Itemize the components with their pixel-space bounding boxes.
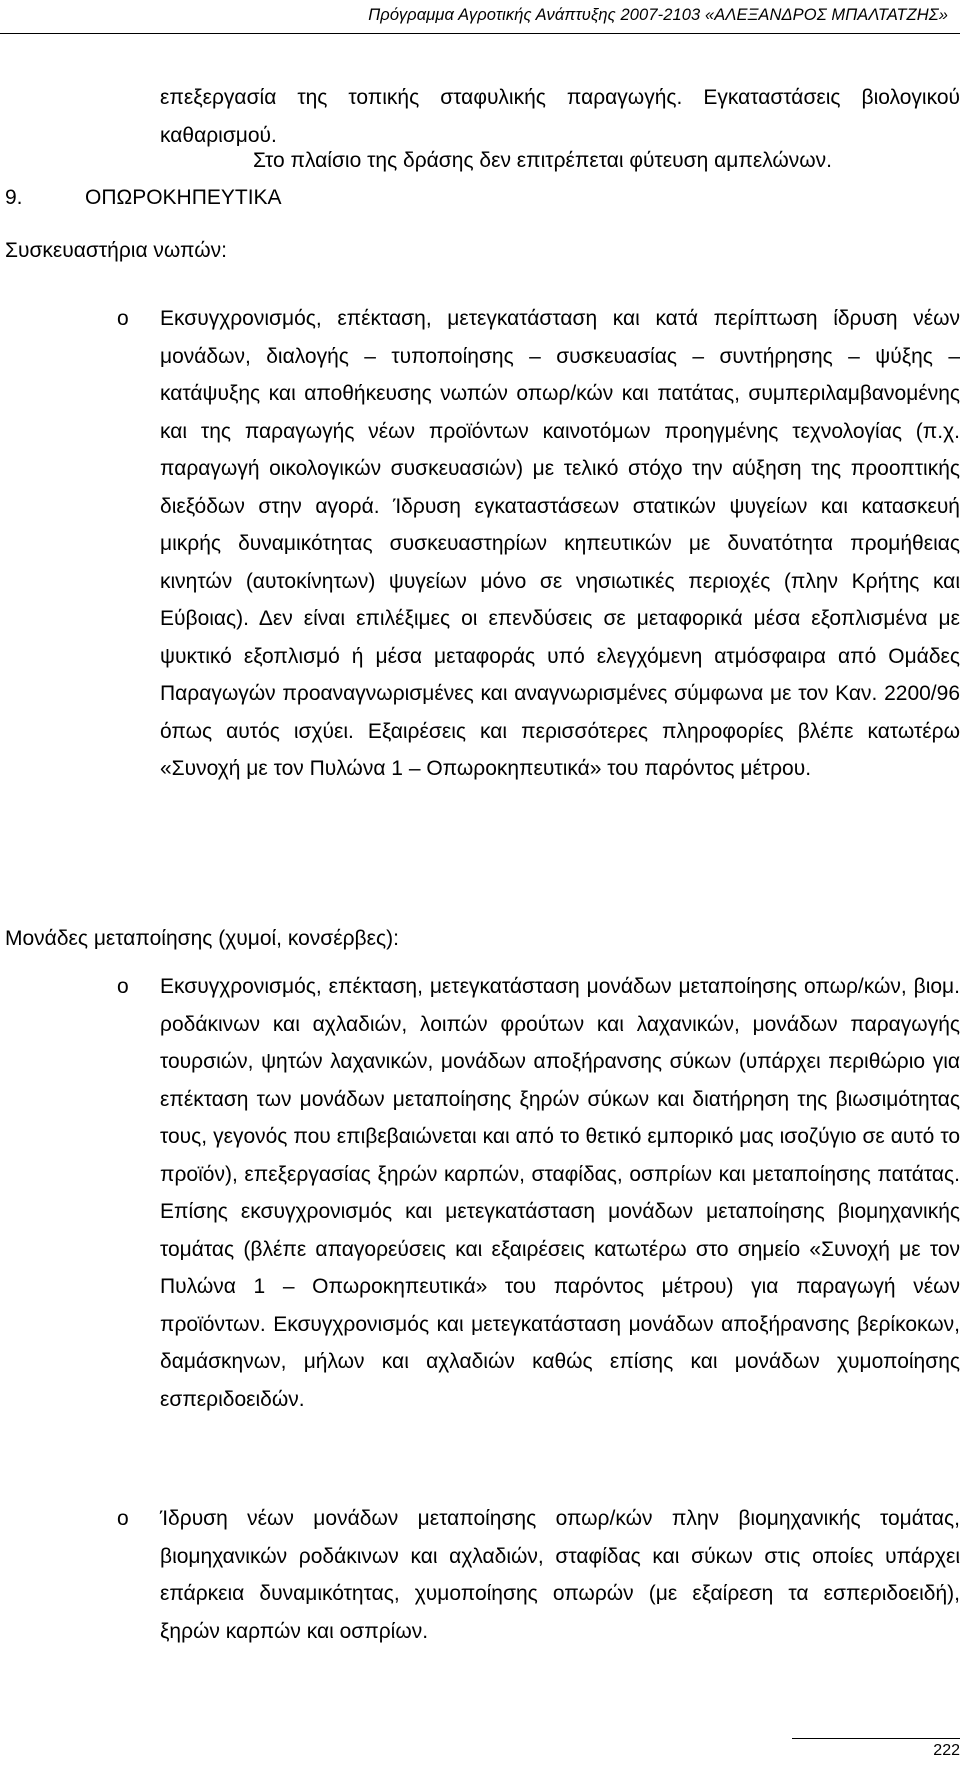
bullet-marker: o [117, 307, 129, 330]
footer-divider [792, 1738, 960, 1739]
bullet-marker: o [117, 975, 129, 998]
intro-note: Στο πλαίσιο της δράσης δεν επιτρέπεται φύτευση αμπελώνων. [253, 149, 833, 172]
section-number: 9. [5, 186, 23, 209]
fresh-fruit-heading: Συσκευαστήρια νωπών: [5, 239, 227, 262]
intro-continuation: επεξεργασία της τοπικής σταφυλικής παραγωγής. Εγκαταστάσεις βιολογικού καθαρισμού. [160, 86, 960, 147]
list-item: Εκσυγχρονισμός, επέκταση, μετεγκατάσταση και κατά περίπτωση ίδρυση νέων μονάδων, διαλογής – τυποποίησης – συσκευασίας – συντήρησης – ψύξης – κατάψυξης και αποθήκευσης νωπών οπωρ/κών και πατάτας, συμπεριλαμβανομένης και της παραγωγής νέων προϊόντων καινοτόμων προηγμένης τεχνολογίας (π.χ. παραγωγή οικολογικών συσκευασιών) με τελικό στόχο την αύξηση της προοπτικής διεξόδων στην αγορά. Ίδρυση εγκαταστάσεων στατικών ψυγείων και κατασκευή μικρής δυναμικότητας συσκευαστηρίων κηπευτικών με δυνατότητα προμήθειας κινητών (αυτοκίνητων) ψυγείων μόνο σε νησιωτικές περιοχές (πλην Κρήτης και Εύβοιας). Δεν είναι επιλέξιμες οι επενδύσεις σε μεταφορικά μέσα εξοπλισμένα με ψυκτικό εξοπλισμό ή μέσα μεταφοράς υπό ελεγχόμενη ατμόσφαιρα από Ομάδες Παραγωγών προαναγνωρισμένες και αναγνωρισμένες σύμφωνα με τον Καν. 2200/96 όπως αυτός ισχύει. Εξαιρέσεις και περισσότερες πληροφορίες βλέπε κατωτέρω «Συνοχή με τον Πυλώνα 1 – Οπωροκηπευτικά» του παρόντος μέτρου. [160, 307, 960, 780]
list-item: Εκσυγχρονισμός, επέκταση, μετεγκατάσταση μονάδων μεταποίησης οπωρ/κών, βιομ. ροδάκινων και αχλαδιών, λοιπών φρούτων και λαχανικών, μονάδων παραγωγής τουρσιών, ψητών λαχανικών, μονάδων αποξήρανσης σύκων (υπάρχει περιθώριο για επέκταση των μονάδων μεταποίησης ξηρών σύκων και διατήρηση της βιωσιμότητας τους, γεγονός που επιβεβαιώνεται και από το θετικό εμπορικό μας ισοζύγιο σε αυτό το προϊόν), επεξεργασίας ξηρών καρπών, σταφίδας, οσπρίων και μεταποίησης πατάτας. Επίσης εκσυγχρονισμός και μετεγκατάσταση μονάδων μεταποίησης βιομηχανικής τομάτας (βλέπε απαγορεύσεις και εξαιρέσεις κατωτέρω στο σημείο «Συνοχή με τον Πυλώνα 1 – Οπωροκηπευτικά» του παρόντος μέτρου) για παραγωγή νέων προϊόντων. Εκσυγχρονισμός και μετεγκατάσταση μονάδων αποξήρανσης βερίκοκων, δαμάσκηνων, μήλων και αχλαδιών καθώς επίσης και μονάδων χυμοποίησης εσπεριδοειδών. [160, 975, 960, 1411]
page-number: 222 [933, 1742, 960, 1759]
list-item: Ίδρυση νέων μονάδων μεταποίησης οπωρ/κών πλην βιομηχανικής τομάτας, βιομηχανικών ροδάκινων και αχλαδιών, σταφίδας και σύκων στις οποίες υπάρχει επάρκεια δυναμικότητας, χυμοποίησης οπωρών (με εξαίρεση τα εσπεριδοειδή), ξηρών καρπών και οσπρίων. [160, 1507, 960, 1643]
section-title: ΟΠΩΡΟΚΗΠΕΥΤΙΚΑ [85, 186, 282, 209]
page-header: Πρόγραμμα Αγροτικής Ανάπτυξης 2007-2103 «ΑΛΕΞΑΝΔΡΟΣ ΜΠΑΛΤΑΤΖΗΣ» [368, 6, 948, 24]
bullet-marker: o [117, 1507, 129, 1530]
header-divider [0, 33, 960, 34]
processing-heading: Μονάδες μεταποίησης (χυμοί, κονσέρβες): [5, 927, 399, 950]
